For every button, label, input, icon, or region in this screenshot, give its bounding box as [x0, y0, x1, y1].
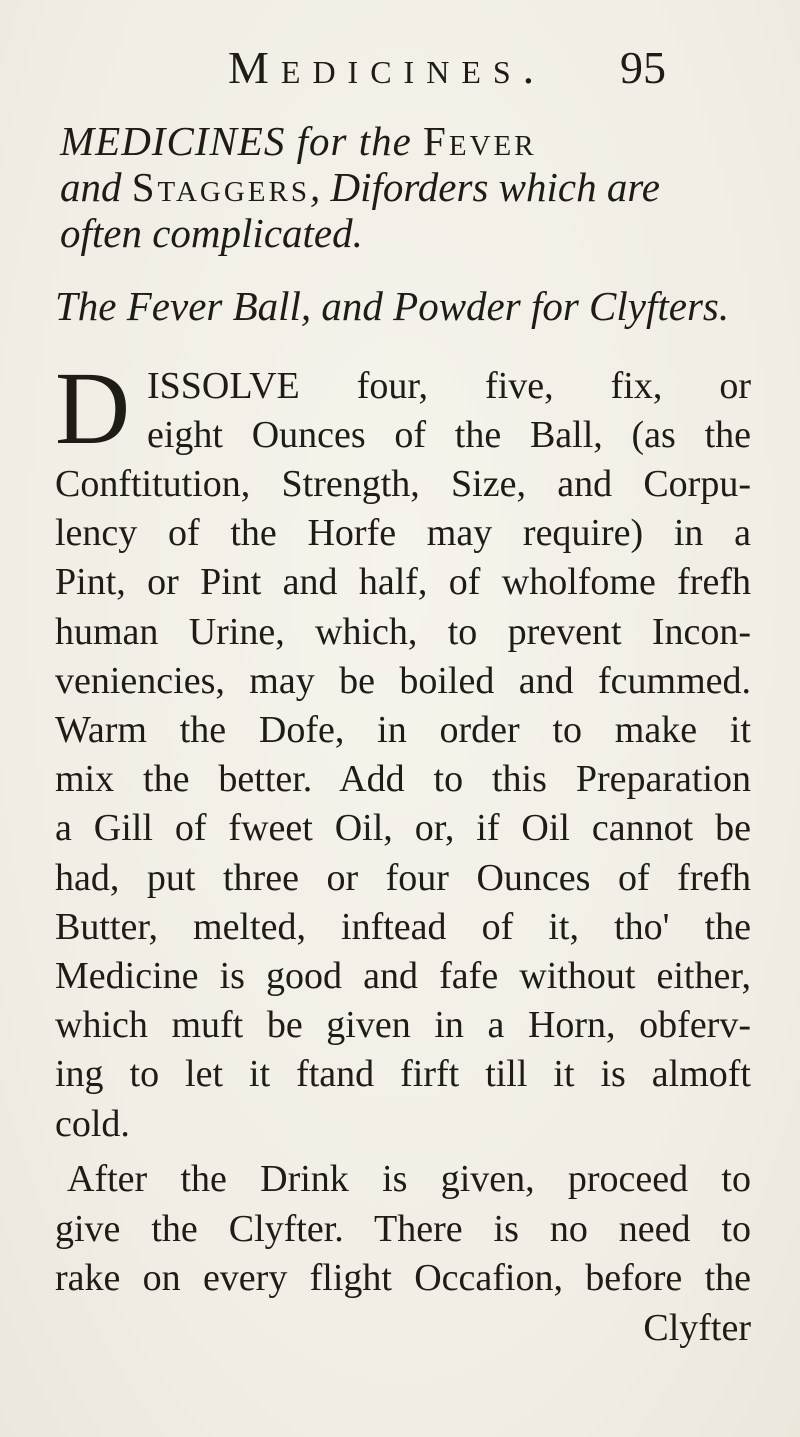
text-line: lency of the Horfe may require) in a [55, 512, 751, 555]
text-line: eight Ounces of the Ball, (as the [147, 414, 751, 456]
heading-staggers: Staggers [131, 164, 310, 210]
text-line: After the Drink is given, proceed to [67, 1158, 751, 1200]
text-line: rake on every flight Occafion, before the [55, 1257, 751, 1299]
catchword: Clyfter [643, 1306, 751, 1349]
text-line: Medicine is good and fafe without either, [55, 955, 751, 998]
running-title: Medicines. [228, 42, 547, 93]
text-line: mix the better. Add to this Preparation [55, 758, 751, 801]
page-number: 95 [620, 42, 666, 93]
heading-line-2 [60, 164, 750, 210]
text-line: had, put three or four Ounces of frefh [55, 856, 751, 899]
heading-line-3: often complicated. [60, 210, 363, 256]
paragraph-2 [55, 1155, 767, 1353]
text-line: Pint, or Pint and half, of wholfome frefh [55, 561, 751, 604]
text-line: Warm the Dofe, in order to make it [55, 709, 751, 752]
text-line: ing to let it ftand firft till it is almoft [55, 1053, 751, 1096]
subheading: The Fever Ball, and Powder for Clyfters. [55, 283, 730, 329]
section-heading [60, 118, 750, 256]
paragraph-1-opening [147, 362, 767, 460]
text-line: Butter, melted, inftead of it, tho' the [55, 905, 751, 948]
heading-for-the: for the [285, 118, 424, 164]
heading-disorders: , Diforders which are [309, 164, 660, 210]
text-line: a Gill of fweet Oil, or, if Oil cannot be [55, 807, 751, 850]
text-line: human Urine, which, to prevent Incon- [55, 610, 751, 653]
heading-fever: Fever [423, 118, 537, 164]
text-line: cold. [55, 1102, 130, 1145]
heading-medicines: MEDICINES [60, 118, 286, 164]
drop-cap: D [55, 351, 131, 466]
heading-line-1 [60, 118, 750, 164]
text-line: which muft be given in a Horn, obferv- [55, 1004, 751, 1047]
heading-and: and [60, 164, 132, 210]
paragraph-1-body [55, 460, 767, 1149]
running-head [0, 38, 800, 98]
text-line: veniencies, may be boiled and fcummed. [55, 659, 751, 702]
text-line: ISSOLVE four, five, fix, or [147, 365, 751, 407]
text-line: Conftitution, Strength, Size, and Corpu- [55, 463, 751, 505]
text-line: give the Clyfter. There is no need to [55, 1207, 751, 1250]
